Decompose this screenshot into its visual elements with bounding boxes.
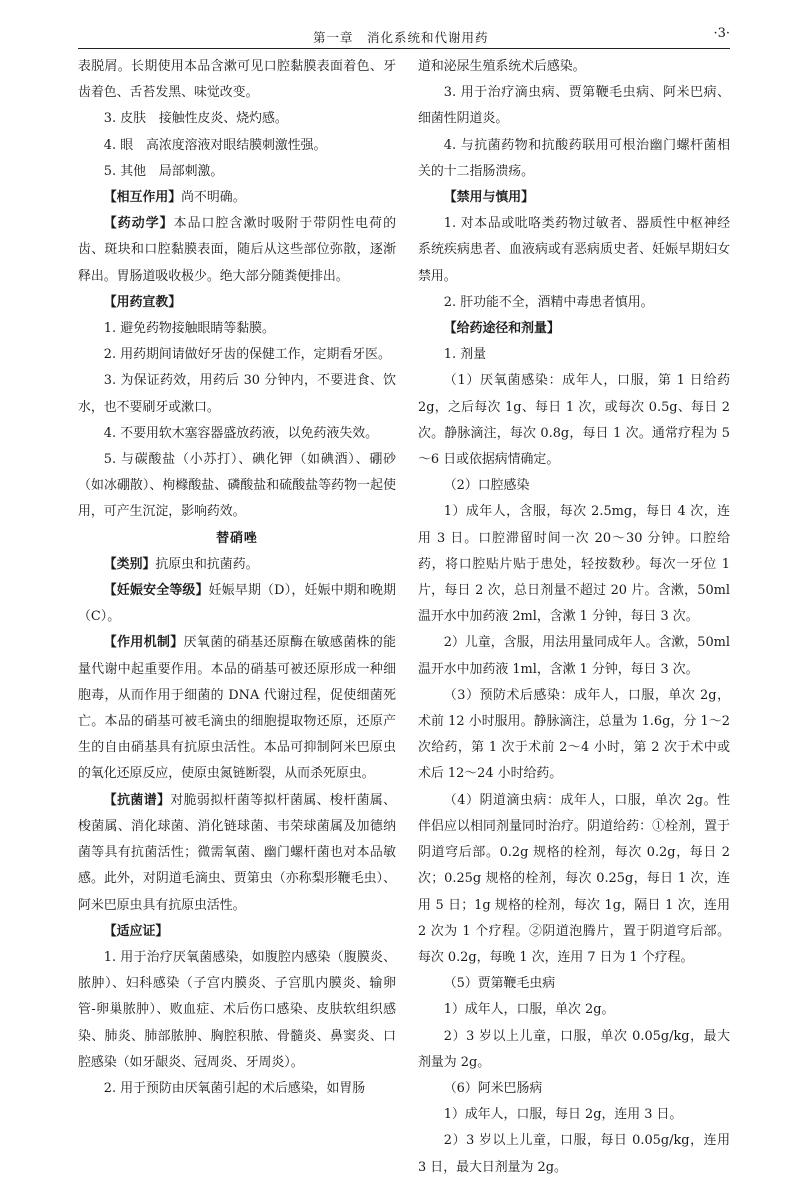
paragraph-text: 2. 用药期间请做好牙齿的保健工作，定期看牙医。 (103, 347, 391, 363)
paragraph-text: 4. 眼 高浓度溶液对眼结膜刺激性强。 (103, 137, 327, 153)
paragraph-text: 3. 用于治疗滴虫病、贾第鞭毛虫病、阿米巴病、细菌性阴道炎。 (418, 85, 730, 127)
paragraph-text: 1. 剂量 (443, 347, 486, 363)
paragraph (418, 683, 730, 788)
paragraph (78, 945, 396, 1076)
paragraph (78, 54, 396, 106)
paragraph-text: 3. 为保证药效，用药后 30 分钟内，不要进食、饮水，也不要刷牙或漱口。 (78, 373, 396, 415)
paragraph-text: 3. 皮肤 接触性皮炎、烧灼感。 (103, 111, 288, 127)
paragraph (78, 919, 396, 945)
paragraph (418, 54, 730, 80)
paragraph (418, 1128, 730, 1180)
paragraph (418, 997, 730, 1023)
paragraph (78, 316, 396, 342)
section-heading: 【抗菌谱】 (103, 792, 171, 808)
paragraph-text: 厌氧菌的硝基还原酶在敏感菌株的能量代谢中起重要作用。本品的硝基可被还原形成一种细胞毒，从而作用于细菌的 DNA 代谢过程，促使细菌死亡。本品的硝基可被毛滴虫的细胞提取物还原，还原产生的自由硝基具有抗原虫活性。本品可抑制阿米巴原虫的氧化还原反应，使原虫氮链断裂，从而杀死原虫。 (78, 635, 397, 782)
paragraph (418, 499, 730, 630)
paragraph-text: 妊娠早期（D），妊娠中期和晚期（C）。 (78, 583, 396, 625)
paragraph (78, 290, 396, 316)
paragraph (418, 1024, 730, 1076)
paragraph (78, 211, 396, 290)
paragraph (418, 80, 730, 132)
paragraph-text: 2. 肝功能不全，酒精中毒患者慎用。 (443, 294, 654, 310)
paragraph (418, 971, 730, 997)
paragraph (78, 106, 396, 132)
paragraph-text: 5. 与碳酸盐（小苏打）、碘化钾（如碘酒）、硼砂（如冰硼散）、枸橼酸盐、磷酸盐和硫酸盐等药物一起使用，可产生沉淀，影响药效。 (78, 452, 396, 520)
paragraph-text: 替硝唑 (216, 530, 258, 546)
section-heading: 【作用机制】 (103, 635, 184, 651)
paragraph (78, 159, 396, 185)
paragraph-text: 本品口腔含漱时吸附于带阴性电荷的齿、斑块和口腔黏膜表面，随后从这些部位弥散，逐渐释出。胃肠道吸收极少。绝大部分随粪便排出。 (78, 216, 396, 284)
paragraph (78, 368, 396, 420)
paragraph-text: （1）厌氧菌感染：成年人，口服，第 1 日给药 2g，之后每次 1g、每日 1 次，或每次 0.5g、每日 2 次。静脉滴注，每次 0.8g，每日 1 次。通常疗程为 5～6 日或依据病情确定。 (418, 373, 730, 468)
paragraph-text: 4. 不要用软木塞容器盛放药液，以免药液失效。 (103, 425, 379, 441)
paragraph (418, 630, 730, 682)
paragraph (418, 316, 730, 342)
paragraph (418, 211, 730, 290)
paragraph (418, 473, 730, 499)
paragraph-text: 2）3 岁以上儿童，口服，每日 0.05g/kg，连用 3 日，最大日剂量为 2g。 (418, 1133, 730, 1175)
section-heading: 【给药途径和剂量】 (443, 321, 560, 337)
left-column (78, 54, 396, 1102)
paragraph (418, 290, 730, 316)
paragraph (418, 133, 730, 185)
paragraph (78, 133, 396, 159)
paragraph (418, 368, 730, 473)
paragraph-text: （6）阿米巴肠病 (443, 1080, 543, 1096)
section-heading: 【禁用与慎用】 (443, 190, 535, 206)
paragraph-text: 2）儿童，含服，用法用量同成年人。含漱，50ml 温开水中加药液 1ml，含漱 1 分钟，每日 3 次。 (418, 635, 730, 677)
section-heading: 【药动学】 (103, 216, 174, 232)
paragraph-text: 1. 对本品或吡咯类药物过敏者、器质性中枢神经系统疾病患者、血液病或有恶病质史者、妊娠早期妇女禁用。 (418, 216, 730, 284)
paragraph (78, 578, 396, 630)
paragraph (78, 1076, 396, 1102)
paragraph (418, 1076, 730, 1102)
paragraph-text: （5）贾第鞭毛虫病 (443, 976, 556, 992)
paragraph-text: 对脆弱拟杆菌等拟杆菌属、梭杆菌属、梭菌属、消化球菌、消化链球菌、韦荣球菌属及加德纳菌等具有抗菌活性；微需氧菌、幽门螺杆菌也对本品敏感。此外，对阴道毛滴虫、贾第虫（亦称梨形鞭毛虫）、阿米巴原虫具有抗原虫活性。 (78, 792, 397, 913)
paragraph-text: 尚不明确。 (181, 190, 246, 206)
section-heading: 【相互作用】 (103, 190, 182, 206)
paragraph (78, 788, 396, 919)
section-heading: 【类别】 (103, 556, 156, 572)
paragraph (418, 342, 730, 368)
drug-title (78, 526, 396, 552)
paragraph (78, 552, 396, 578)
paragraph-text: 2. 用于预防由厌氧菌引起的术后感染，如胃肠 (103, 1080, 366, 1096)
paragraph-text: （3）预防术后感染：成年人，口服，单次 2g，术前 12 小时服用。静脉滴注，总量为 1.6g，分 1～2 次给药，第 1 次于术前 2～4 小时，第 2 次于术中或术后 12～24 小时给药。 (418, 687, 730, 782)
paragraph-text: 5. 其他 局部刺激。 (103, 163, 224, 179)
section-heading: 【用药宣教】 (103, 294, 182, 310)
paragraph (418, 1102, 730, 1128)
paragraph-text: 2）3 岁以上儿童，口服，单次 0.05g/kg，最大剂量为 2g。 (418, 1028, 730, 1070)
paragraph (78, 447, 396, 526)
paragraph-text: 抗原虫和抗菌药。 (155, 556, 259, 572)
paragraph (418, 788, 730, 971)
paragraph-text: 1. 用于治疗厌氧菌感染，如腹腔内感染（腹膜炎、脓肿）、妇科感染（子宫内膜炎、子宫肌内膜炎、输卵管-卵巢脓肿）、败血症、术后伤口感染、皮肤软组织感染、肺炎、肺部脓肿、胸腔积脓、骨髓炎、鼻窦炎、口腔感染（如牙龈炎、冠周炎、牙周炎）。 (78, 949, 396, 1070)
paragraph (78, 342, 396, 368)
paragraph (78, 421, 396, 447)
right-column (418, 54, 730, 1181)
paragraph (78, 630, 396, 787)
page-header (78, 22, 730, 49)
paragraph (78, 185, 396, 211)
paragraph-text: 1. 避免药物接触眼睛等黏膜。 (103, 321, 275, 337)
paragraph-text: （2）口腔感染 (443, 478, 530, 494)
section-heading: 【适应证】 (103, 923, 169, 939)
page-number: ·3· (713, 26, 730, 41)
section-heading: 【妊娠安全等级】 (103, 583, 209, 599)
paragraph-text: 1）成年人，口服，每日 2g，连用 3 日。 (443, 1107, 683, 1123)
paragraph-text: 道和泌尿生殖系统术后感染。 (418, 59, 586, 74)
running-title: 第一章 消化系统和代谢用药 (313, 30, 489, 45)
paragraph-text: 4. 与抗菌药物和抗酸药联用可根治幽门螺杆菌相关的十二指肠溃疡。 (418, 137, 730, 179)
paragraph (418, 185, 730, 211)
paragraph-text: 1）成年人，含服，每次 2.5mg，每日 4 次，连用 3 日。口腔滞留时间一次 20～30 分钟。口腔给药，将口腔贴片贴于患处，轻按数秒。每次一牙位 1 片，每日 2 次，总日剂量不超过 20 片。含漱，50ml 温开水中加药液 2ml，含漱 1 分钟，每日 3 次。 (418, 504, 730, 625)
paragraph-text: （4）阴道滴虫病：成年人，口服，单次 2g。性伴侣应以相同剂量同时治疗。阴道给药：①栓剂，置于阴道穹后部。0.2g 规格的栓剂，每次 0.2g，每日 2 次；0.25g 规格的栓剂，每次 0.25g，每日 1 次，连用 5 日；1g 规格的栓剂，每次 1g，隔日 1 次，连用 2 次为 1 个疗程。②阴道泡腾片，置于阴道穹后部。每次 0.2g，每晚 1 次，连用 7 日为 1 个疗程。 (418, 792, 730, 965)
paragraph-text: 1）成年人，口服，单次 2g。 (443, 1002, 615, 1018)
paragraph-text: 表脱屑。长期使用本品含漱可见口腔黏膜表面着色、牙齿着色、舌苔发黑、味觉改变。 (78, 59, 396, 101)
